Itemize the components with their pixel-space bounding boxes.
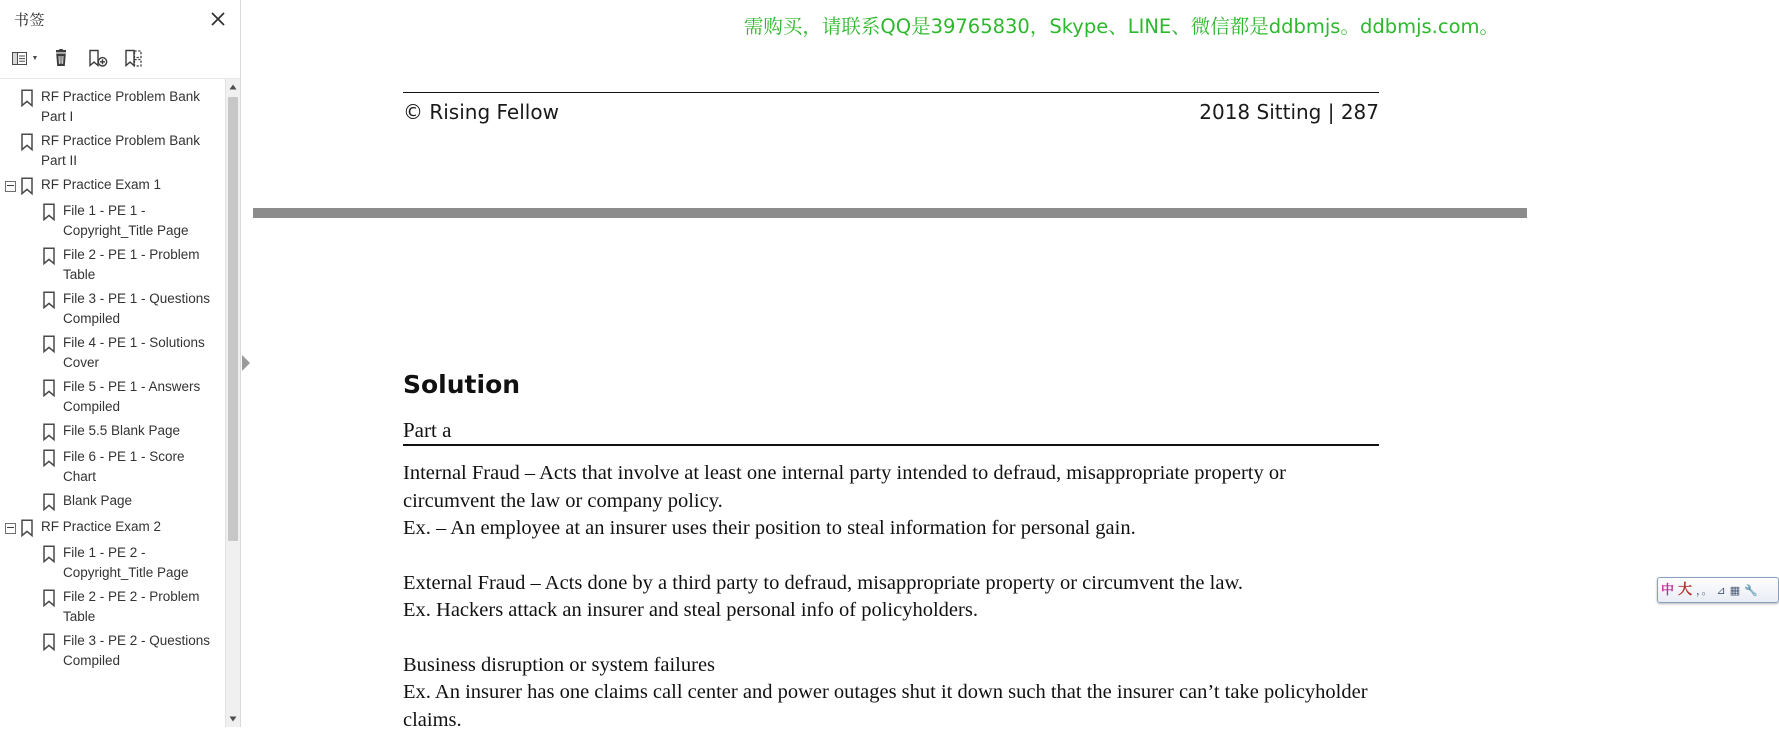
bookmark-tree-scrollbar[interactable] bbox=[225, 79, 240, 727]
bookmark-icon bbox=[17, 133, 37, 151]
bookmark-icon bbox=[39, 203, 59, 221]
bookmark-icon bbox=[39, 449, 59, 467]
bookmarks-panel-header bbox=[0, 0, 240, 38]
bookmark-icon bbox=[39, 335, 59, 353]
pdf-page-previous bbox=[253, 0, 1527, 208]
bookmark-item[interactable] bbox=[0, 445, 226, 489]
solution-heading: Solution bbox=[403, 370, 520, 399]
tree-indent-spacer bbox=[4, 88, 17, 108]
bookmark-item-label: File 4 - PE 1 - Solutions Cover bbox=[59, 333, 222, 373]
scroll-up-icon[interactable] bbox=[226, 79, 240, 95]
bookmark-item-label: RF Practice Problem Bank Part I bbox=[37, 87, 222, 127]
bookmark-item[interactable] bbox=[0, 541, 226, 585]
paragraph-external-fraud-example: Ex. Hackers attack an insurer and steal personal info of policyholders. bbox=[403, 597, 1381, 625]
scroll-down-icon[interactable] bbox=[226, 711, 240, 727]
bookmarks-panel bbox=[0, 0, 241, 727]
pdf-page-current bbox=[253, 218, 1527, 727]
bookmark-icon bbox=[39, 423, 59, 441]
bookmark-item-label: RF Practice Problem Bank Part II bbox=[37, 131, 222, 171]
footer-page-number: 2018 Sitting | 287 bbox=[1199, 100, 1379, 124]
bookmark-icon bbox=[39, 247, 59, 265]
ime-language-toggle[interactable]: 中 bbox=[1661, 584, 1674, 597]
bookmark-icon bbox=[17, 519, 37, 537]
tree-indent-spacer bbox=[4, 132, 17, 152]
bookmark-icon bbox=[17, 177, 37, 195]
collapse-toggle-icon[interactable] bbox=[4, 176, 17, 196]
bookmark-item[interactable] bbox=[0, 243, 226, 287]
bookmark-tree[interactable] bbox=[0, 79, 226, 727]
bookmark-item-label: RF Practice Exam 1 bbox=[37, 175, 163, 195]
tree-indent-spacer bbox=[26, 246, 39, 266]
page-footer bbox=[403, 100, 1379, 124]
paragraph-internal-fraud-example: Ex. – An employee at an insurer uses their position to steal information for personal gain. bbox=[403, 515, 1381, 543]
page-separator bbox=[253, 208, 1527, 218]
bookmark-item[interactable] bbox=[0, 129, 226, 173]
bookmark-item[interactable] bbox=[0, 375, 226, 419]
paragraph-spacer-2 bbox=[403, 625, 1381, 652]
bookmark-item[interactable] bbox=[0, 419, 226, 445]
bookmark-icon bbox=[39, 633, 59, 651]
tree-indent-spacer bbox=[26, 448, 39, 468]
bookmark-item[interactable] bbox=[0, 331, 226, 375]
bookmark-item[interactable] bbox=[0, 489, 226, 515]
document-viewer[interactable] bbox=[253, 0, 1527, 727]
bookmark-item-label: File 2 - PE 2 - Problem Table bbox=[59, 587, 222, 627]
footer-copyright: © Rising Fellow bbox=[403, 100, 559, 124]
new-bookmark-button[interactable] bbox=[82, 44, 112, 72]
solution-body bbox=[403, 460, 1381, 734]
bookmark-item[interactable] bbox=[0, 85, 226, 129]
collapse-panel-icon[interactable] bbox=[242, 355, 250, 371]
bookmark-item-label: File 3 - PE 2 - Questions Compiled bbox=[59, 631, 222, 671]
scrollbar-thumb[interactable] bbox=[228, 97, 238, 541]
bookmark-item[interactable] bbox=[0, 199, 226, 243]
tree-indent-spacer bbox=[26, 422, 39, 442]
tree-indent-spacer bbox=[26, 544, 39, 564]
ime-keyboard-icon[interactable]: ▦ bbox=[1730, 585, 1740, 596]
bookmark-item[interactable] bbox=[0, 287, 226, 331]
paragraph-spacer-1 bbox=[403, 543, 1381, 570]
bookmark-item[interactable] bbox=[0, 173, 226, 199]
tree-indent-spacer bbox=[26, 334, 39, 354]
bookmarks-panel-title: 书签 bbox=[14, 9, 204, 30]
bookmark-item-label: File 3 - PE 1 - Questions Compiled bbox=[59, 289, 222, 329]
bookmark-item-label: RF Practice Exam 2 bbox=[37, 517, 163, 537]
delete-bookmark-button[interactable] bbox=[46, 44, 76, 72]
chevron-down-icon: ▼ bbox=[32, 55, 39, 62]
paragraph-business-disruption-example: Ex. An insurer has one claims call center and power outages shut it down such that the insurer can’t take policyholder claims. bbox=[403, 679, 1381, 734]
bookmark-item[interactable] bbox=[0, 585, 226, 629]
bookmark-item-label: File 5.5 Blank Page bbox=[59, 421, 182, 441]
bookmark-icon bbox=[39, 545, 59, 563]
bookmark-item[interactable] bbox=[0, 515, 226, 541]
tree-indent-spacer bbox=[26, 202, 39, 222]
tree-indent-spacer bbox=[26, 588, 39, 608]
paragraph-internal-fraud: Internal Fraud – Acts that involve at least one internal party intended to defraud, misappropriate property or circumvent the law or company policy. bbox=[403, 460, 1381, 515]
bookmark-icon bbox=[39, 379, 59, 397]
ime-halfwidth-icon[interactable]: ⊿ bbox=[1717, 585, 1726, 596]
collapse-toggle-icon[interactable] bbox=[4, 518, 17, 538]
part-label: Part a bbox=[403, 418, 451, 443]
bookmark-item-label: Blank Page bbox=[59, 491, 134, 511]
panel-splitter[interactable] bbox=[241, 0, 253, 727]
tree-indent-spacer bbox=[26, 492, 39, 512]
paragraph-external-fraud: External Fraud – Acts done by a third party to defraud, misappropriate property or circumvent the law. bbox=[403, 570, 1381, 598]
bookmarks-toolbar bbox=[0, 38, 240, 79]
bookmark-icon bbox=[39, 493, 59, 511]
bookmark-item-label: File 1 - PE 1 - Copyright_Title Page bbox=[59, 201, 222, 241]
bookmark-item-label: File 2 - PE 1 - Problem Table bbox=[59, 245, 222, 285]
tree-indent-spacer bbox=[26, 632, 39, 652]
ime-punctuation-icon[interactable]: ，。 bbox=[1696, 585, 1713, 596]
ime-size-toggle[interactable]: 大 bbox=[1678, 583, 1692, 597]
bookmark-item-label: File 6 - PE 1 - Score Chart bbox=[59, 447, 222, 487]
options-menu-button[interactable] bbox=[10, 44, 40, 72]
footer-divider bbox=[403, 92, 1379, 93]
tree-indent-spacer bbox=[26, 378, 39, 398]
ime-toolbar[interactable] bbox=[1657, 577, 1779, 603]
bookmark-icon bbox=[39, 589, 59, 607]
close-icon[interactable] bbox=[204, 5, 232, 33]
bookmark-item[interactable] bbox=[0, 629, 226, 673]
bookmark-item-label: File 1 - PE 2 - Copyright_Title Page bbox=[59, 543, 222, 583]
bookmark-tree-container bbox=[0, 79, 240, 727]
expand-bookmarks-button[interactable] bbox=[118, 44, 148, 72]
tree-indent-spacer bbox=[26, 290, 39, 310]
watermark-text: 需购买，请联系QQ是39765830，Skype、LINE、微信都是ddbmjs。ddbmjs.com。 bbox=[744, 11, 1499, 39]
bookmark-icon bbox=[39, 291, 59, 309]
bookmark-item-label: File 5 - PE 1 - Answers Compiled bbox=[59, 377, 222, 417]
part-divider bbox=[403, 444, 1379, 446]
ime-settings-icon[interactable]: 🔧 bbox=[1744, 585, 1758, 596]
bookmark-icon bbox=[17, 89, 37, 107]
paragraph-business-disruption: Business disruption or system failures bbox=[403, 652, 1381, 680]
